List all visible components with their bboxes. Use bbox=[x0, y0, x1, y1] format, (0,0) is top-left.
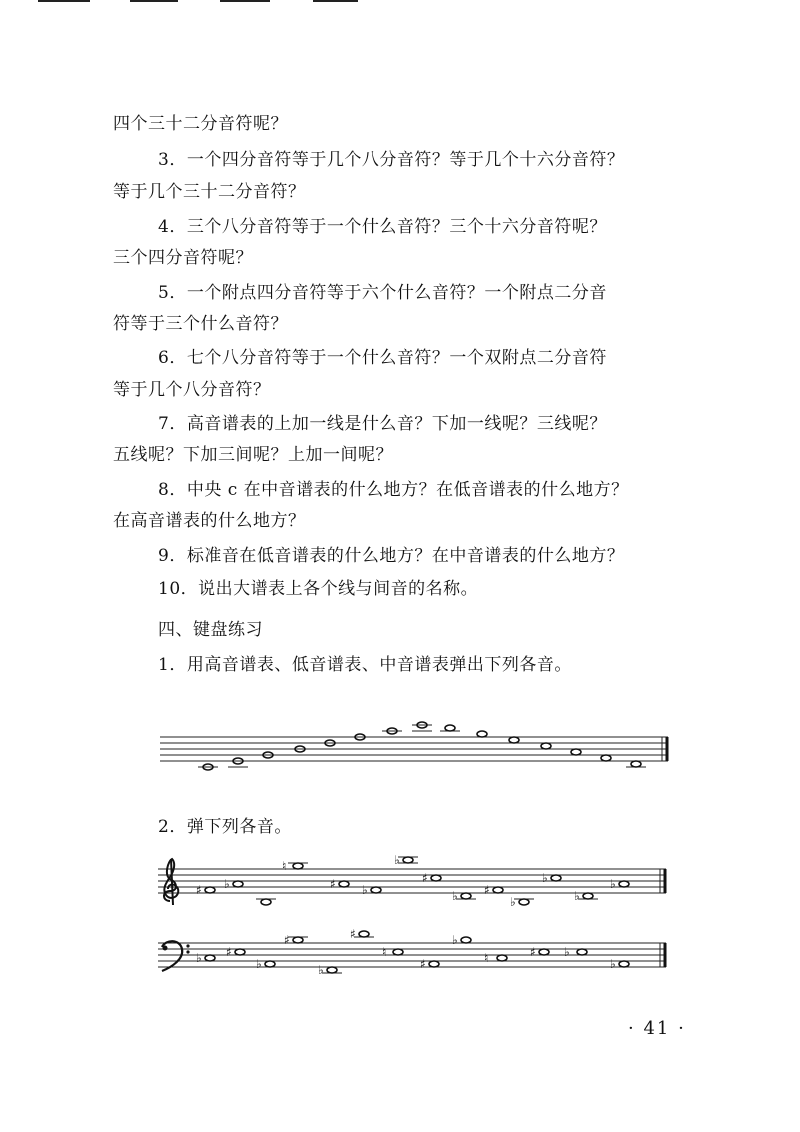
question-6-line-2: 等于几个八分音符？ bbox=[113, 380, 271, 400]
svg-text:♯: ♯ bbox=[484, 883, 490, 897]
question-7-line-2: 五线呢？下加三间呢？上加一间呢？ bbox=[113, 445, 393, 465]
svg-text:♭: ♭ bbox=[452, 889, 458, 903]
section-heading: 四、键盘练习 bbox=[158, 620, 263, 640]
svg-text:♮: ♮ bbox=[382, 945, 387, 959]
exercise-2-treble-staff bbox=[158, 855, 670, 915]
svg-text:♭: ♭ bbox=[224, 877, 230, 891]
question-9: 9．标准音在低音谱表的什么地方？在中音谱表的什么地方？ bbox=[158, 546, 625, 566]
svg-text:♯: ♯ bbox=[350, 927, 356, 941]
svg-text:♭: ♭ bbox=[196, 951, 202, 965]
svg-text:♭: ♭ bbox=[256, 957, 262, 971]
treble-clef-icon bbox=[164, 859, 178, 905]
exercise-1-staff bbox=[160, 715, 672, 775]
svg-text:♭: ♭ bbox=[610, 877, 616, 891]
exercise-2-bass-staff bbox=[158, 925, 670, 985]
svg-text:♭: ♭ bbox=[542, 871, 548, 885]
svg-text:♯: ♯ bbox=[284, 933, 290, 947]
question-2-continued: 四个三十二分音符呢？ bbox=[113, 114, 288, 134]
question-3-line-2: 等于几个三十二分音符？ bbox=[113, 182, 306, 202]
question-7-line-1: 7．高音谱表的上加一线是什么音？下加一线呢？三线呢？ bbox=[158, 414, 607, 434]
question-5-line-2: 符等于三个什么音符？ bbox=[113, 314, 288, 334]
question-5-line-1: 5．一个附点四分音符等于六个什么音符？一个附点二分音 bbox=[158, 283, 607, 303]
svg-text:♭: ♭ bbox=[452, 933, 458, 947]
question-10: 10．说出大谱表上各个线与间音的名称。 bbox=[158, 579, 479, 599]
exercise-1-instruction: 1．用高音谱表、低音谱表、中音谱表弹出下列各音。 bbox=[158, 655, 572, 675]
bass-staff-graphic bbox=[158, 925, 670, 985]
svg-text:♯: ♯ bbox=[196, 883, 202, 897]
treble-staff-graphic bbox=[158, 855, 670, 915]
svg-text:♯: ♯ bbox=[420, 957, 426, 971]
question-6-line-1: 6．七个八分音符等于一个什么音符？一个双附点二分音符 bbox=[158, 348, 607, 368]
header-rule-1 bbox=[38, 0, 90, 2]
header-rule-4 bbox=[313, 0, 358, 2]
exercise-1-staff-graphic bbox=[160, 715, 672, 775]
svg-text:♮: ♮ bbox=[484, 951, 489, 965]
svg-text:♮: ♮ bbox=[282, 859, 287, 873]
page-number: · 41 · bbox=[628, 1018, 686, 1039]
header-rule-3 bbox=[220, 0, 270, 2]
svg-text:♯: ♯ bbox=[530, 945, 536, 959]
svg-text:♭: ♭ bbox=[510, 895, 516, 909]
svg-text:♭: ♭ bbox=[610, 957, 616, 971]
svg-text:♭: ♭ bbox=[564, 945, 570, 959]
question-3-line-1: 3．一个四分音符等于几个八分音符？等于几个十六分音符？ bbox=[158, 150, 625, 170]
svg-text:♭: ♭ bbox=[318, 963, 324, 977]
question-8-line-2: 在高音谱表的什么地方？ bbox=[113, 511, 306, 531]
question-4-line-2: 三个四分音符呢？ bbox=[113, 248, 253, 268]
svg-text:♯: ♯ bbox=[422, 871, 428, 885]
svg-text:♭: ♭ bbox=[574, 889, 580, 903]
question-4-line-1: 4．三个八分音符等于一个什么音符？三个十六分音符呢？ bbox=[158, 217, 607, 237]
svg-text:♯: ♯ bbox=[226, 945, 232, 959]
exercise-2-instruction: 2．弹下列各音。 bbox=[158, 817, 292, 837]
svg-text:♯: ♯ bbox=[330, 877, 336, 891]
svg-text:♭: ♭ bbox=[362, 883, 368, 897]
header-rule-2 bbox=[130, 0, 178, 2]
question-8-line-1: 8．中央 c 在中音谱表的什么地方？在低音谱表的什么地方？ bbox=[158, 480, 629, 500]
svg-text:♭: ♭ bbox=[394, 855, 400, 867]
